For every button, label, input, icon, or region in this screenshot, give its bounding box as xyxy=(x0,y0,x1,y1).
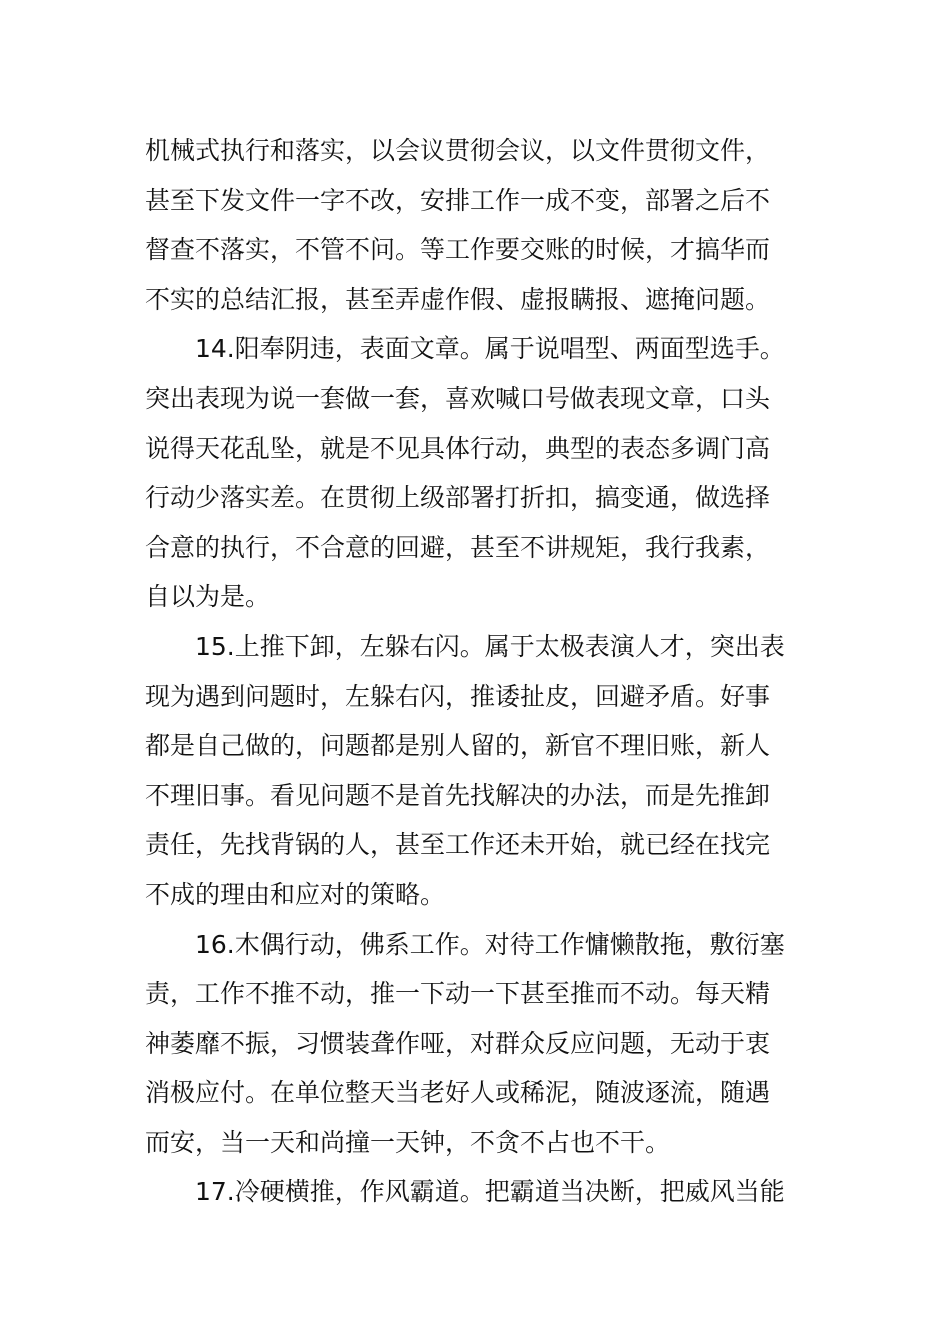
paragraph-17-first-line: 17.冷硬横推，作风霸道。把霸道当决断，把威风当能 xyxy=(195,1177,785,1207)
text-line: 合意的执行，不合意的回避，甚至不讲规矩，我行我素， xyxy=(145,532,771,562)
text-line: 甚至下发文件一字不改，安排工作一成不变，部署之后不 xyxy=(145,185,771,215)
text-line: 行动少落实差。在贯彻上级部署打折扣，搞变通，做选择 xyxy=(145,483,771,513)
paragraph-14-first-line: 14.阳奉阴违，表面文章。属于说唱型、两面型选手。 xyxy=(195,334,785,364)
text-line: 责任，先找背锅的人，甚至工作还未开始，就已经在找完 xyxy=(145,830,771,860)
text-line: 都是自己做的，问题都是别人留的，新官不理旧账，新人 xyxy=(145,731,771,761)
text-line: 自以为是。 xyxy=(145,582,271,612)
paragraph-16-first-line: 16.木偶行动，佛系工作。对待工作慵懒散拖，敷衍塞 xyxy=(195,929,785,959)
text-line: 不实的总结汇报，甚至弄虚作假、虚报瞒报、遮掩问题。 xyxy=(145,284,771,314)
text-line: 督查不落实，不管不问。等工作要交账的时候，才搞华而 xyxy=(145,235,771,265)
document-body xyxy=(145,126,815,1217)
text-line: 责，工作不推不动，推一下动一下甚至推而不动。每天精 xyxy=(145,979,771,1009)
paragraph-15-first-line: 15.上推下卸，左躲右闪。属于太极表演人才，突出表 xyxy=(195,631,785,661)
text-line: 说得天花乱坠，就是不见具体行动，典型的表态多调门高 xyxy=(145,433,771,463)
text-line: 突出表现为说一套做一套，喜欢喊口号做表现文章，口头 xyxy=(145,383,771,413)
text-line: 不成的理由和应对的策略。 xyxy=(145,879,446,909)
text-line: 不理旧事。看见问题不是首先找解决的办法，而是先推卸 xyxy=(145,780,771,810)
text-line: 机械式执行和落实，以会议贯彻会议，以文件贯彻文件， xyxy=(145,136,771,165)
text-line: 消极应付。在单位整天当老好人或稀泥，随波逐流，随遇 xyxy=(145,1078,771,1108)
text-line: 现为遇到问题时，左躲右闪，推诿扯皮，回避矛盾。好事 xyxy=(145,681,771,711)
text-line: 神萎靡不振，习惯装聋作哑，对群众反应问题，无动于衷 xyxy=(145,1028,771,1058)
text-line: 而安，当一天和尚撞一天钟，不贪不占也不干。 xyxy=(145,1127,671,1157)
